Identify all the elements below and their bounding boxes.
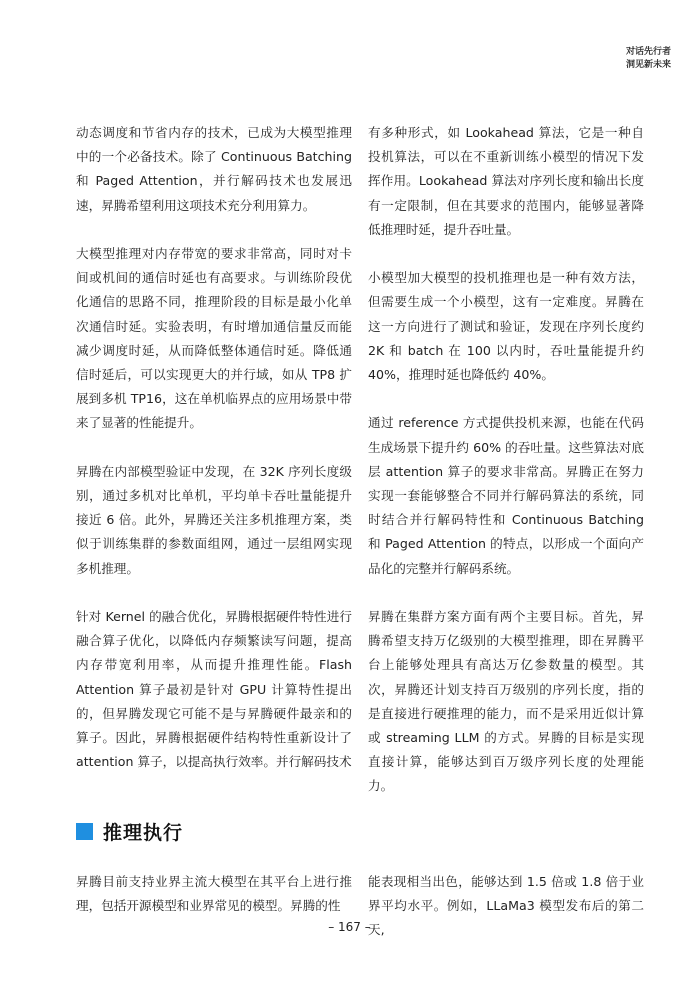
paragraph: 有多种形式，如 Lookahead 算法，它是一种自投机算法，可以在不重新训练小模型的情况下发挥作用。Lookahead 算法对序列长度和输出长度有一定限制，但在其要求的范围内，能够显著降低推理时延，提升吞吐量。 <box>368 125 644 237</box>
bottom-left-text: 昇腾目前支持业界主流大模型在其平台上进行推理，包括开源模型和业界常见的模型。昇腾的性 <box>76 874 352 914</box>
section-title: 推理执行 <box>103 822 184 844</box>
running-header <box>626 46 671 72</box>
section-heading <box>76 818 183 845</box>
page-number: – 167 – <box>328 920 371 934</box>
paragraph: 动态调度和节省内存的技术，已成为大模型推理中的一个必备技术。除了 Continuous Batching 和 Paged Attention，并行解码技术也发展迅速，昇腾希望利用这项技术充分利用算力。 <box>76 125 352 213</box>
bottom-right-text: 能表现相当出色，能够达到 1.5 倍或 1.8 倍于业界平均水平。例如，LLaMa3 模型发布后的第二天, <box>368 874 644 938</box>
paragraph: 针对 Kernel 的融合优化，昇腾根据硬件特性进行融合算子优化，以降低内存频繁读写问题，提高内存带宽利用率，从而提升推理性能。Flash Attention 算子最初是针对 GPU 计算特性提出的，但昇腾发现它可能不是与昇腾硬件最亲和的算子。因此，昇腾根据硬件结构特性重新设计了 attention 算子，以提高执行效率。并行解码技术 <box>76 609 352 770</box>
section-marker-icon <box>76 823 93 840</box>
left-column <box>76 121 352 799</box>
paragraph: 昇腾在集群方案方面有两个主要目标。首先，昇腾希望支持万亿级别的大模型推理，即在昇腾平台上能够处理具有高达万亿参数量的模型。其次，昇腾还计划支持百万级别的序列长度，指的是直接进行硬推理的能力，而不是采用近似计算或 streaming LLM 的方式。昇腾的目标是实现直接计算，能够达到百万级序列长度的处理能力。 <box>368 609 644 794</box>
paragraph: 昇腾在内部模型验证中发现，在 32K 序列长度级别，通过多机对比单机，平均单卡吞吐量能提升接近 6 倍。此外，昇腾还关注多机推理方案，类似于训练集群的参数面组网，通过一层组网实现多机推理。 <box>76 463 352 576</box>
paragraph: 通过 reference 方式提供投机来源，也能在代码生成场景下提升约 60% 的吞吐量。这些算法对底层 attention 算子的要求非常高。昇腾正在努力实现一套能够整合不同并行解码算法的系统，同时结合并行解码特性和 Continuous Batching 和 Paged Attention 的特点，以形成一个面向产品化的完整并行解码系统。 <box>368 415 644 576</box>
paragraph: 小模型加大模型的投机推理也是一种有效方法，但需要生成一个小模型，这有一定难度。昇腾在这一方向进行了测试和验证，发现在序列长度约 2K 和 batch 在 100 以内时，吞吐量能提升约 40%，推理时延也降低约 40%。 <box>368 270 644 383</box>
paragraph: 大模型推理对内存带宽的要求非常高，同时对卡间或机间的通信时延也有高要求。与训练阶段优化通信的思路不同，推理阶段的目标是最小化单次通信时延。实验表明，有时增加通信量反而能减少调度时延，从而降低整体通信时延。降低通信时延后，可以实现更大的并行域，如从 TP8 扩展到多机 TP16，这在单机临界点的应用场景中带来了显著的性能提升。 <box>76 246 352 431</box>
header-line-1: 对话先行者 <box>625 47 671 57</box>
right-column <box>368 121 644 823</box>
header-line-2: 洞见新未来 <box>625 60 671 70</box>
